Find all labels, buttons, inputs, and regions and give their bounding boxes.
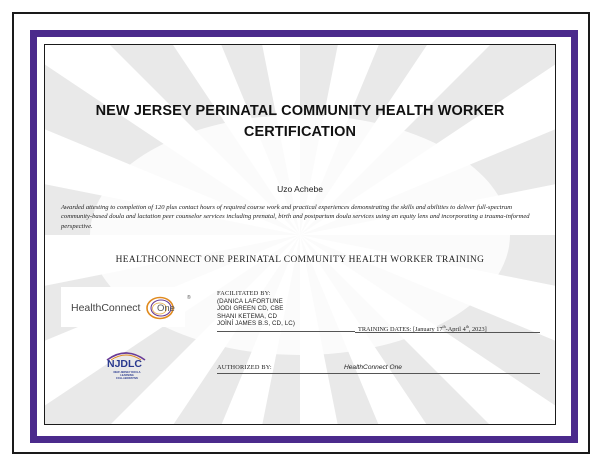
authorized-by-value: HealthConnect One <box>344 364 402 371</box>
facilitator-name: (DANICA LAFORTUNE <box>217 298 283 305</box>
training-dates-sup-2: th <box>465 324 469 329</box>
authorized-signature-line <box>217 373 540 374</box>
registered-mark: ® <box>187 295 191 301</box>
facilitated-by-label: FACILITATED BY: <box>217 290 271 297</box>
training-dates-end: -April 4 <box>445 326 466 334</box>
training-dates-label: TRAINING DATES: <box>358 326 412 334</box>
title-line-1: NEW JERSEY PERINATAL COMMUNITY HEALTH WORKER <box>95 103 505 119</box>
training-dates-line <box>355 332 540 333</box>
healthconnect-logo-suffix: One <box>157 303 175 314</box>
facilitator-name: JOÌNÍ JAMES B.S, CD, LC) <box>217 320 296 328</box>
certificate-panel <box>44 44 556 425</box>
recipient-name: Uzo Achebe <box>277 184 323 194</box>
facilitator-name: JODI GREEN CD, CBE <box>217 305 284 313</box>
training-dates-sup-1: th <box>442 324 446 329</box>
facilitator-list <box>217 298 295 328</box>
njdlc-logo-subtitle: NEW JERSEY DOULA LEARNING COLLABORATIVE <box>113 371 141 380</box>
njdlc-logo-text: NJDLC <box>107 358 143 370</box>
facilitated-signature-line <box>217 331 355 332</box>
njdlc-logo <box>101 349 151 393</box>
program-name: HEALTHCONNECT ONE PERINATAL COMMUNITY HEALTH WORKER TRAINING <box>115 255 485 265</box>
healthconnect-one-logo <box>61 287 191 327</box>
training-dates-year: , 2023] <box>468 326 487 334</box>
certificate-description: Awarded attesting to completion of 120 plus contact hours of required course work and practical experiences demonstrating the skills and abilities to deliver full-spectrum community-based doula and lactation peer counselor services including prenatal, birth and postpartum doula services using an equity lens and incorporating a trauma-informed perspective. <box>61 204 530 230</box>
healthconnect-logo-text: HealthConnect <box>71 302 141 314</box>
title-line-2: CERTIFICATION <box>243 124 357 140</box>
certificate-title <box>65 101 535 143</box>
certificate-content <box>45 45 555 424</box>
training-dates-start: [January 17 <box>412 326 443 334</box>
authorized-by-label: AUTHORIZED BY: <box>217 364 272 371</box>
facilitator-name: SHANI KETEMA, CD <box>217 312 278 320</box>
